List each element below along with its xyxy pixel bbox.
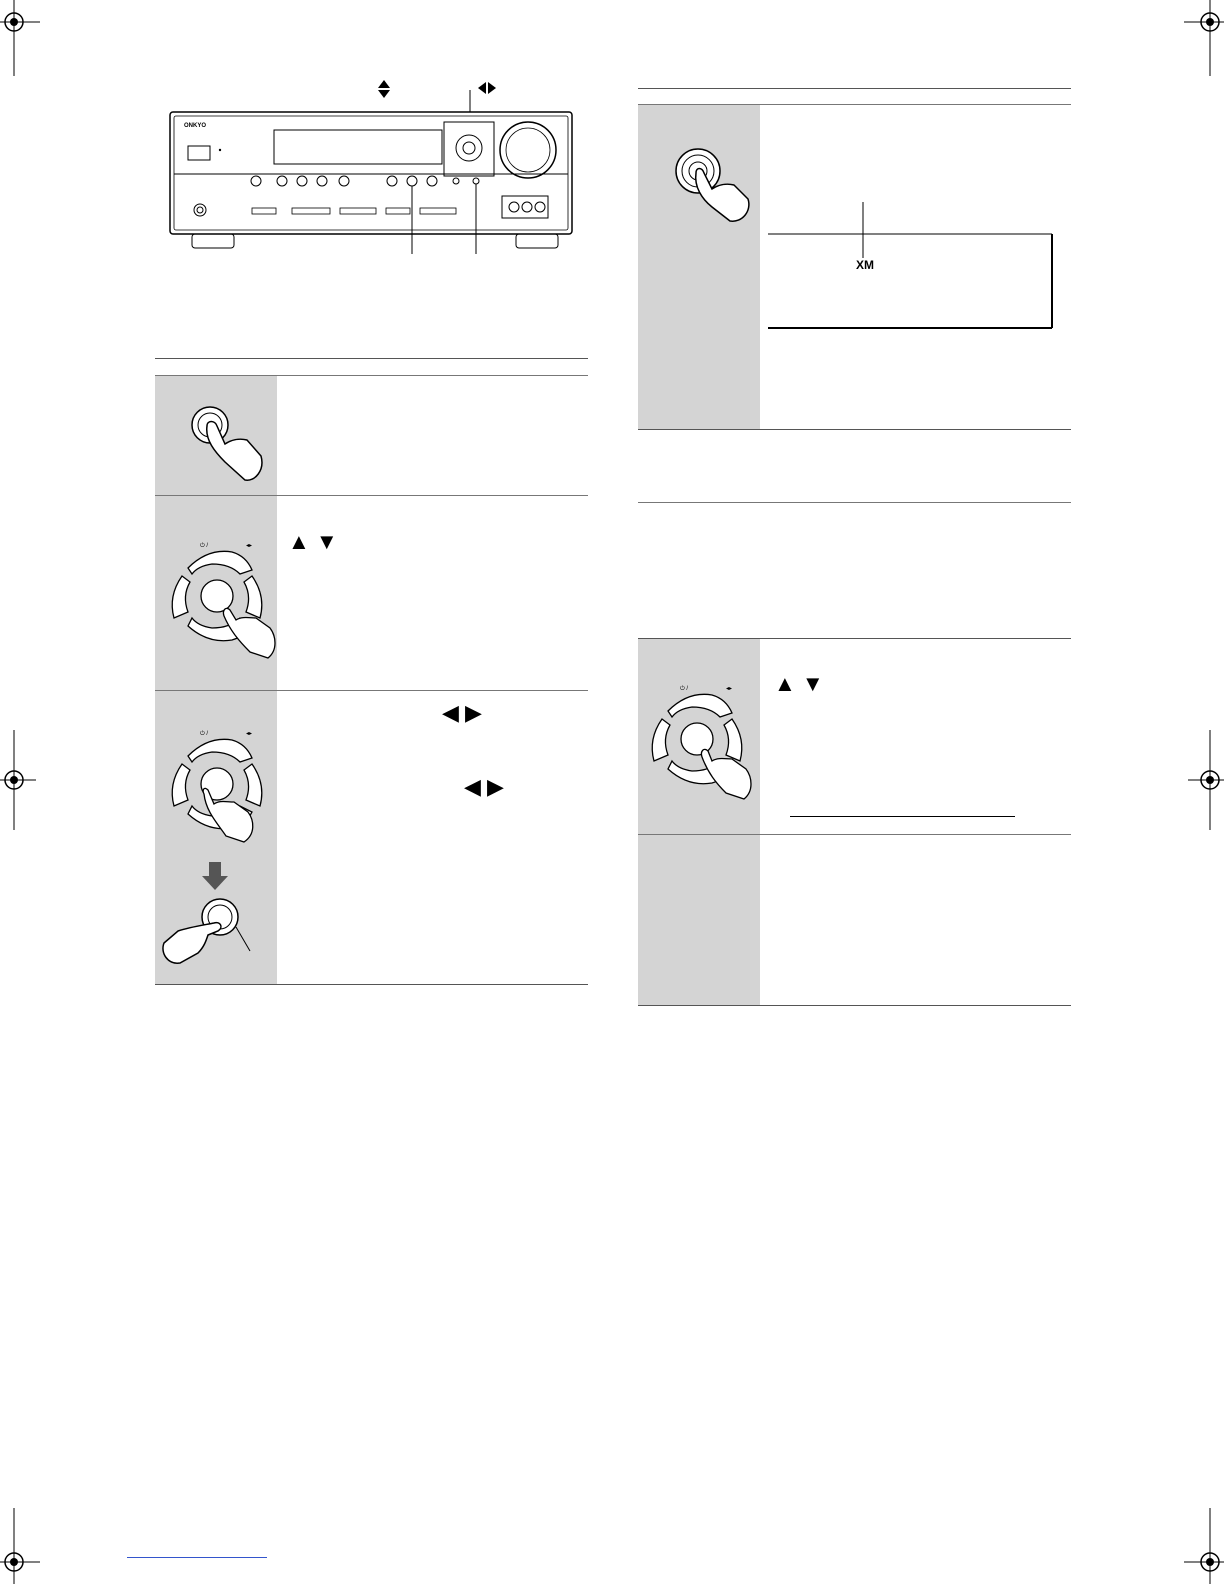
finger-press-icon-3 (672, 145, 762, 230)
svg-text:◂▸: ◂▸ (246, 731, 253, 737)
right-mid-rule (638, 502, 1071, 503)
arrow-pad-icon-2 (160, 728, 280, 848)
registration-mark-icon-top-left (0, 0, 40, 80)
step3-arrows-b: ◀ ▶ (464, 774, 504, 799)
brand-logo: ONKYO (184, 123, 207, 129)
left-bottom-rule (155, 984, 588, 985)
arrow-pad-icon (160, 540, 280, 660)
svg-text:⏻ /: ⏻ / (200, 731, 209, 737)
right-bottom-rule (638, 1005, 1071, 1006)
step2-arrows: ▲ ▼ (288, 529, 338, 554)
registration-mark-icon-bottom-right (1184, 1504, 1224, 1584)
registration-mark-icon-bottom-left (0, 1504, 40, 1584)
xm-label: XM (856, 258, 874, 272)
footer-link-underline[interactable] (127, 1557, 267, 1558)
svg-text:⏻ /: ⏻ / (680, 686, 689, 692)
svg-text:◂▸: ◂▸ (726, 686, 733, 692)
step3-arrows-a: ◀ ▶ (442, 700, 482, 725)
registration-mark-icon-mid-left (0, 730, 40, 830)
right-step-arrows: ▲ ▼ (774, 671, 824, 696)
down-arrow-icon (200, 862, 230, 892)
display-box (766, 200, 1056, 332)
right-step3-panel (638, 835, 760, 1005)
finger-press-icon (185, 400, 275, 492)
finger-press-icon-2 (160, 895, 260, 970)
left-top-rule (155, 358, 588, 359)
right-step1-bottom-rule (638, 429, 1071, 430)
receiver-front-panel (160, 70, 590, 260)
right-top-rule (638, 88, 1071, 89)
svg-text:⏻ /: ⏻ / (200, 543, 209, 549)
right-step2-underline (790, 816, 1015, 817)
registration-mark-icon-mid-right (1184, 730, 1224, 830)
arrow-pad-icon-3 (640, 683, 760, 803)
registration-mark-icon-top-right (1184, 0, 1224, 80)
svg-text:◂▸: ◂▸ (246, 543, 253, 549)
